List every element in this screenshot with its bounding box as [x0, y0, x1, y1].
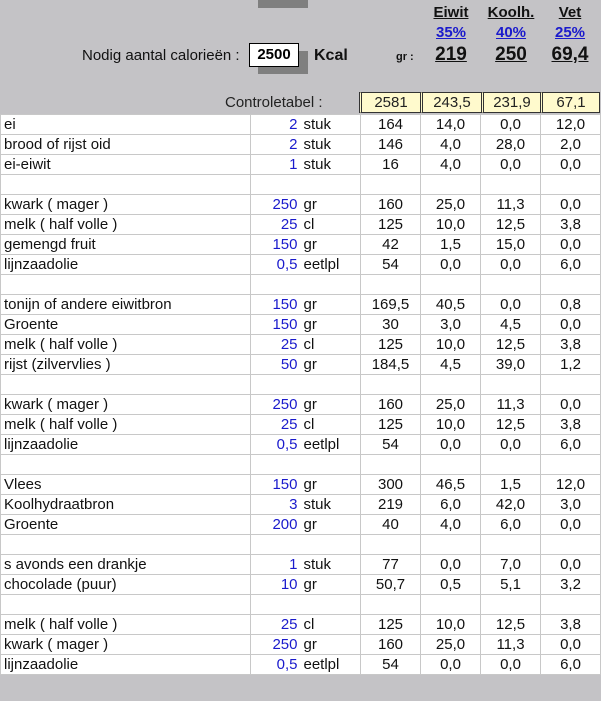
- cell-kcal: 160: [361, 635, 421, 655]
- cell-vet: 0,8: [541, 295, 601, 315]
- cell-eiwit: 10,0: [421, 415, 481, 435]
- cell-qty[interactable]: 2: [251, 115, 301, 135]
- cell-eiwit: 46,5: [421, 475, 481, 495]
- cell-eiwit: 4,0: [421, 155, 481, 175]
- cell-qty[interactable]: 25: [251, 215, 301, 235]
- cell-unit: gr: [301, 475, 361, 495]
- cell-unit: stuk: [301, 155, 361, 175]
- cell-eiwit: 10,0: [421, 335, 481, 355]
- cell-eiwit: 25,0: [421, 195, 481, 215]
- macro-header-vet: Vet: [558, 4, 582, 21]
- cell-koolh: 28,0: [481, 135, 541, 155]
- cell-name[interactable]: ei-eiwit: [1, 155, 251, 175]
- cell-name[interactable]: chocolade (puur): [1, 575, 251, 595]
- cell-qty[interactable]: 1: [251, 155, 301, 175]
- cell-eiwit: [421, 275, 481, 295]
- cell-kcal: 160: [361, 195, 421, 215]
- table-row: [1, 475, 601, 495]
- cell-koolh: [481, 275, 541, 295]
- cell-kcal: 54: [361, 655, 421, 675]
- cell-koolh: 6,0: [481, 515, 541, 535]
- cell-name[interactable]: rijst (zilvervlies ): [1, 355, 251, 375]
- cell-vet: [541, 535, 601, 555]
- cell-kcal: 30: [361, 315, 421, 335]
- cell-unit: stuk: [301, 115, 361, 135]
- cell-name[interactable]: Groente: [1, 315, 251, 335]
- cell-unit: [301, 535, 361, 555]
- cell-qty[interactable]: 0,5: [251, 435, 301, 455]
- cell-vet: 3,8: [541, 415, 601, 435]
- cell-koolh: 1,5: [481, 475, 541, 495]
- cell-vet: 1,2: [541, 355, 601, 375]
- cell-name[interactable]: lijnzaadolie: [1, 435, 251, 455]
- cell-name[interactable]: melk ( half volle ): [1, 415, 251, 435]
- cell-eiwit: 4,5: [421, 355, 481, 375]
- cell-unit: gr: [301, 635, 361, 655]
- cell-name[interactable]: [1, 275, 251, 295]
- table-row: [1, 355, 601, 375]
- table-row: [1, 575, 601, 595]
- cell-eiwit: 6,0: [421, 495, 481, 515]
- cell-unit: gr: [301, 315, 361, 335]
- cell-koolh: 11,3: [481, 635, 541, 655]
- cell-qty[interactable]: 250: [251, 395, 301, 415]
- cell-vet: 0,0: [541, 195, 601, 215]
- cell-eiwit: 0,0: [421, 555, 481, 575]
- cell-unit: [301, 275, 361, 295]
- cell-qty[interactable]: [251, 455, 301, 475]
- cell-unit: eetlpl: [301, 435, 361, 455]
- cell-kcal: [361, 175, 421, 195]
- cell-eiwit: 3,0: [421, 315, 481, 335]
- macro-percent-eiwit[interactable]: 35%: [435, 24, 467, 41]
- cell-name[interactable]: brood of rijst oid: [1, 135, 251, 155]
- cell-kcal: 146: [361, 135, 421, 155]
- cell-vet: 0,0: [541, 635, 601, 655]
- cell-vet: 3,0: [541, 495, 601, 515]
- cell-name[interactable]: s avonds een drankje: [1, 555, 251, 575]
- cell-eiwit: 0,0: [421, 655, 481, 675]
- cell-eiwit: 14,0: [421, 115, 481, 135]
- cell-qty[interactable]: 25: [251, 415, 301, 435]
- cell-unit: gr: [301, 515, 361, 535]
- cell-qty[interactable]: 3: [251, 495, 301, 515]
- cell-eiwit: [421, 455, 481, 475]
- macro-header-koolh: Koolh.: [487, 4, 535, 21]
- calories-input[interactable]: 2500: [249, 43, 299, 67]
- table-row: [1, 155, 601, 175]
- cell-koolh: 0,0: [481, 435, 541, 455]
- cell-qty[interactable]: 250: [251, 635, 301, 655]
- cell-kcal: 77: [361, 555, 421, 575]
- control-kcal: 2581: [359, 92, 421, 113]
- cell-qty[interactable]: 10: [251, 575, 301, 595]
- cell-unit: [301, 175, 361, 195]
- cell-qty[interactable]: 2: [251, 135, 301, 155]
- cell-name[interactable]: [1, 455, 251, 475]
- table-row-empty: [1, 535, 601, 555]
- cell-unit: cl: [301, 615, 361, 635]
- cell-unit: gr: [301, 575, 361, 595]
- cell-koolh: 5,1: [481, 575, 541, 595]
- table-row: [1, 235, 601, 255]
- cell-koolh: 11,3: [481, 195, 541, 215]
- cell-name[interactable]: [1, 175, 251, 195]
- cell-vet: [541, 595, 601, 615]
- cell-name[interactable]: Groente: [1, 515, 251, 535]
- cell-vet: 0,0: [541, 395, 601, 415]
- cell-qty[interactable]: 250: [251, 195, 301, 215]
- food-table: [0, 114, 601, 675]
- cell-name[interactable]: Vlees: [1, 475, 251, 495]
- cell-kcal: [361, 595, 421, 615]
- cell-eiwit: 40,5: [421, 295, 481, 315]
- cell-koolh: [481, 535, 541, 555]
- cell-vet: 3,8: [541, 615, 601, 635]
- cell-name[interactable]: melk ( half volle ): [1, 615, 251, 635]
- cell-koolh: 0,0: [481, 255, 541, 275]
- cell-kcal: 125: [361, 615, 421, 635]
- cell-vet: [541, 375, 601, 395]
- cell-vet: 12,0: [541, 475, 601, 495]
- cell-koolh: 7,0: [481, 555, 541, 575]
- cell-kcal: [361, 455, 421, 475]
- control-eiwit: 243,5: [420, 92, 482, 113]
- cell-qty[interactable]: [251, 175, 301, 195]
- cell-kcal: [361, 275, 421, 295]
- cell-kcal: 219: [361, 495, 421, 515]
- cell-name[interactable]: lijnzaadolie: [1, 655, 251, 675]
- cell-vet: 6,0: [541, 655, 601, 675]
- cell-koolh: 0,0: [481, 155, 541, 175]
- cell-koolh: [481, 595, 541, 615]
- cell-vet: 12,0: [541, 115, 601, 135]
- cell-eiwit: [421, 595, 481, 615]
- cell-kcal: 42: [361, 235, 421, 255]
- cell-eiwit: 4,0: [421, 515, 481, 535]
- cell-unit: [301, 455, 361, 475]
- cell-eiwit: [421, 535, 481, 555]
- table-row: [1, 515, 601, 535]
- table-row: [1, 195, 601, 215]
- table-row-empty: [1, 455, 601, 475]
- cell-eiwit: [421, 175, 481, 195]
- cell-kcal: 16: [361, 155, 421, 175]
- cell-koolh: 12,5: [481, 335, 541, 355]
- table-row: [1, 255, 601, 275]
- table-row-empty: [1, 595, 601, 615]
- cell-kcal: 169,5: [361, 295, 421, 315]
- cell-vet: 6,0: [541, 255, 601, 275]
- cell-koolh: 12,5: [481, 615, 541, 635]
- cell-unit: gr: [301, 295, 361, 315]
- macro-header-eiwit: Eiwit: [433, 4, 469, 21]
- cell-eiwit: 0,5: [421, 575, 481, 595]
- cell-eiwit: 10,0: [421, 215, 481, 235]
- macro-percent-vet[interactable]: 25%: [554, 24, 586, 41]
- macro-grams-vet: 69,4: [551, 44, 589, 65]
- cell-unit: eetlpl: [301, 255, 361, 275]
- cell-qty[interactable]: 0,5: [251, 655, 301, 675]
- cell-koolh: 0,0: [481, 115, 541, 135]
- cell-qty[interactable]: 150: [251, 315, 301, 335]
- cell-name[interactable]: kwark ( mager ): [1, 635, 251, 655]
- cell-eiwit: 0,0: [421, 435, 481, 455]
- cell-unit: gr: [301, 355, 361, 375]
- cell-unit: gr: [301, 235, 361, 255]
- table-row: [1, 435, 601, 455]
- table-row: [1, 495, 601, 515]
- cell-name[interactable]: [1, 535, 251, 555]
- cell-qty[interactable]: [251, 275, 301, 295]
- cell-koolh: 0,0: [481, 295, 541, 315]
- cell-qty[interactable]: 0,5: [251, 255, 301, 275]
- table-row-empty: [1, 275, 601, 295]
- cell-unit: gr: [301, 195, 361, 215]
- cell-koolh: 12,5: [481, 215, 541, 235]
- cell-kcal: [361, 375, 421, 395]
- cell-eiwit: 25,0: [421, 395, 481, 415]
- cell-unit: gr: [301, 395, 361, 415]
- cell-vet: 0,0: [541, 315, 601, 335]
- cell-eiwit: 1,5: [421, 235, 481, 255]
- cell-name[interactable]: tonijn of andere eiwitbron: [1, 295, 251, 315]
- table-row: [1, 555, 601, 575]
- cell-vet: 3,2: [541, 575, 601, 595]
- cell-name[interactable]: [1, 595, 251, 615]
- cell-qty[interactable]: [251, 595, 301, 615]
- cell-vet: 2,0: [541, 135, 601, 155]
- cell-kcal: 54: [361, 255, 421, 275]
- decorative-bar-top: [258, 0, 308, 8]
- cell-kcal: 125: [361, 335, 421, 355]
- macro-percent-koolh[interactable]: 40%: [495, 24, 527, 41]
- cell-unit: stuk: [301, 495, 361, 515]
- cell-vet: [541, 175, 601, 195]
- cell-vet: 0,0: [541, 515, 601, 535]
- cell-kcal: 125: [361, 415, 421, 435]
- cell-kcal: 54: [361, 435, 421, 455]
- cell-unit: stuk: [301, 135, 361, 155]
- cell-qty[interactable]: 25: [251, 615, 301, 635]
- cell-name[interactable]: lijnzaadolie: [1, 255, 251, 275]
- cell-qty[interactable]: 50: [251, 355, 301, 375]
- cell-qty[interactable]: 150: [251, 295, 301, 315]
- cell-unit: stuk: [301, 555, 361, 575]
- table-row: [1, 295, 601, 315]
- cell-kcal: 164: [361, 115, 421, 135]
- cell-koolh: 12,5: [481, 415, 541, 435]
- cell-eiwit: 0,0: [421, 255, 481, 275]
- grams-label: gr :: [396, 51, 414, 63]
- table-row: [1, 615, 601, 635]
- cell-unit: eetlpl: [301, 655, 361, 675]
- cell-kcal: [361, 535, 421, 555]
- cell-eiwit: 10,0: [421, 615, 481, 635]
- cell-koolh: 0,0: [481, 655, 541, 675]
- cell-koolh: [481, 175, 541, 195]
- cell-name[interactable]: ei: [1, 115, 251, 135]
- table-row: [1, 415, 601, 435]
- cell-qty[interactable]: [251, 375, 301, 395]
- cell-koolh: 15,0: [481, 235, 541, 255]
- cell-koolh: 39,0: [481, 355, 541, 375]
- cell-vet: [541, 455, 601, 475]
- cell-kcal: 160: [361, 395, 421, 415]
- cell-unit: cl: [301, 335, 361, 355]
- cell-unit: [301, 595, 361, 615]
- cell-vet: 0,0: [541, 155, 601, 175]
- table-row: [1, 335, 601, 355]
- macro-grams-koolh: 250: [495, 44, 527, 65]
- cell-vet: [541, 275, 601, 295]
- cell-name[interactable]: gemengd fruit: [1, 235, 251, 255]
- cell-koolh: [481, 455, 541, 475]
- table-row: [1, 655, 601, 675]
- cell-kcal: 125: [361, 215, 421, 235]
- cell-name[interactable]: melk ( half volle ): [1, 335, 251, 355]
- cell-qty[interactable]: 1: [251, 555, 301, 575]
- table-row: [1, 135, 601, 155]
- table-row-empty: [1, 175, 601, 195]
- cell-qty[interactable]: 200: [251, 515, 301, 535]
- cell-vet: 3,8: [541, 215, 601, 235]
- cell-vet: 3,8: [541, 335, 601, 355]
- cell-name[interactable]: kwark ( mager ): [1, 195, 251, 215]
- controletabel-label: Controletabel :: [225, 94, 323, 111]
- cell-eiwit: [421, 375, 481, 395]
- calories-unit: Kcal: [314, 47, 348, 64]
- cell-koolh: 11,3: [481, 395, 541, 415]
- cell-koolh: [481, 375, 541, 395]
- cell-qty[interactable]: [251, 535, 301, 555]
- cell-kcal: 184,5: [361, 355, 421, 375]
- cell-unit: cl: [301, 215, 361, 235]
- cell-unit: [301, 375, 361, 395]
- table-row: [1, 635, 601, 655]
- cell-vet: 6,0: [541, 435, 601, 455]
- cell-qty[interactable]: 150: [251, 235, 301, 255]
- cell-kcal: 40: [361, 515, 421, 535]
- cell-qty[interactable]: 25: [251, 335, 301, 355]
- control-koolh: 231,9: [481, 92, 541, 113]
- macro-grams-eiwit: 219: [435, 44, 467, 65]
- cell-kcal: 300: [361, 475, 421, 495]
- cell-name[interactable]: melk ( half volle ): [1, 215, 251, 235]
- cell-kcal: 50,7: [361, 575, 421, 595]
- table-row: [1, 215, 601, 235]
- cell-vet: 0,0: [541, 235, 601, 255]
- table-row: [1, 315, 601, 335]
- table-row: [1, 115, 601, 135]
- cell-koolh: 4,5: [481, 315, 541, 335]
- cell-unit: cl: [301, 415, 361, 435]
- cell-qty[interactable]: 150: [251, 475, 301, 495]
- cell-name[interactable]: kwark ( mager ): [1, 395, 251, 415]
- cell-eiwit: 4,0: [421, 135, 481, 155]
- cell-koolh: 42,0: [481, 495, 541, 515]
- control-vet: 67,1: [540, 92, 600, 113]
- cell-name[interactable]: [1, 375, 251, 395]
- cell-eiwit: 25,0: [421, 635, 481, 655]
- cell-vet: 0,0: [541, 555, 601, 575]
- table-row-empty: [1, 375, 601, 395]
- cell-name[interactable]: Koolhydraatbron: [1, 495, 251, 515]
- table-row: [1, 395, 601, 415]
- calories-label: Nodig aantal calorieën :: [82, 47, 240, 64]
